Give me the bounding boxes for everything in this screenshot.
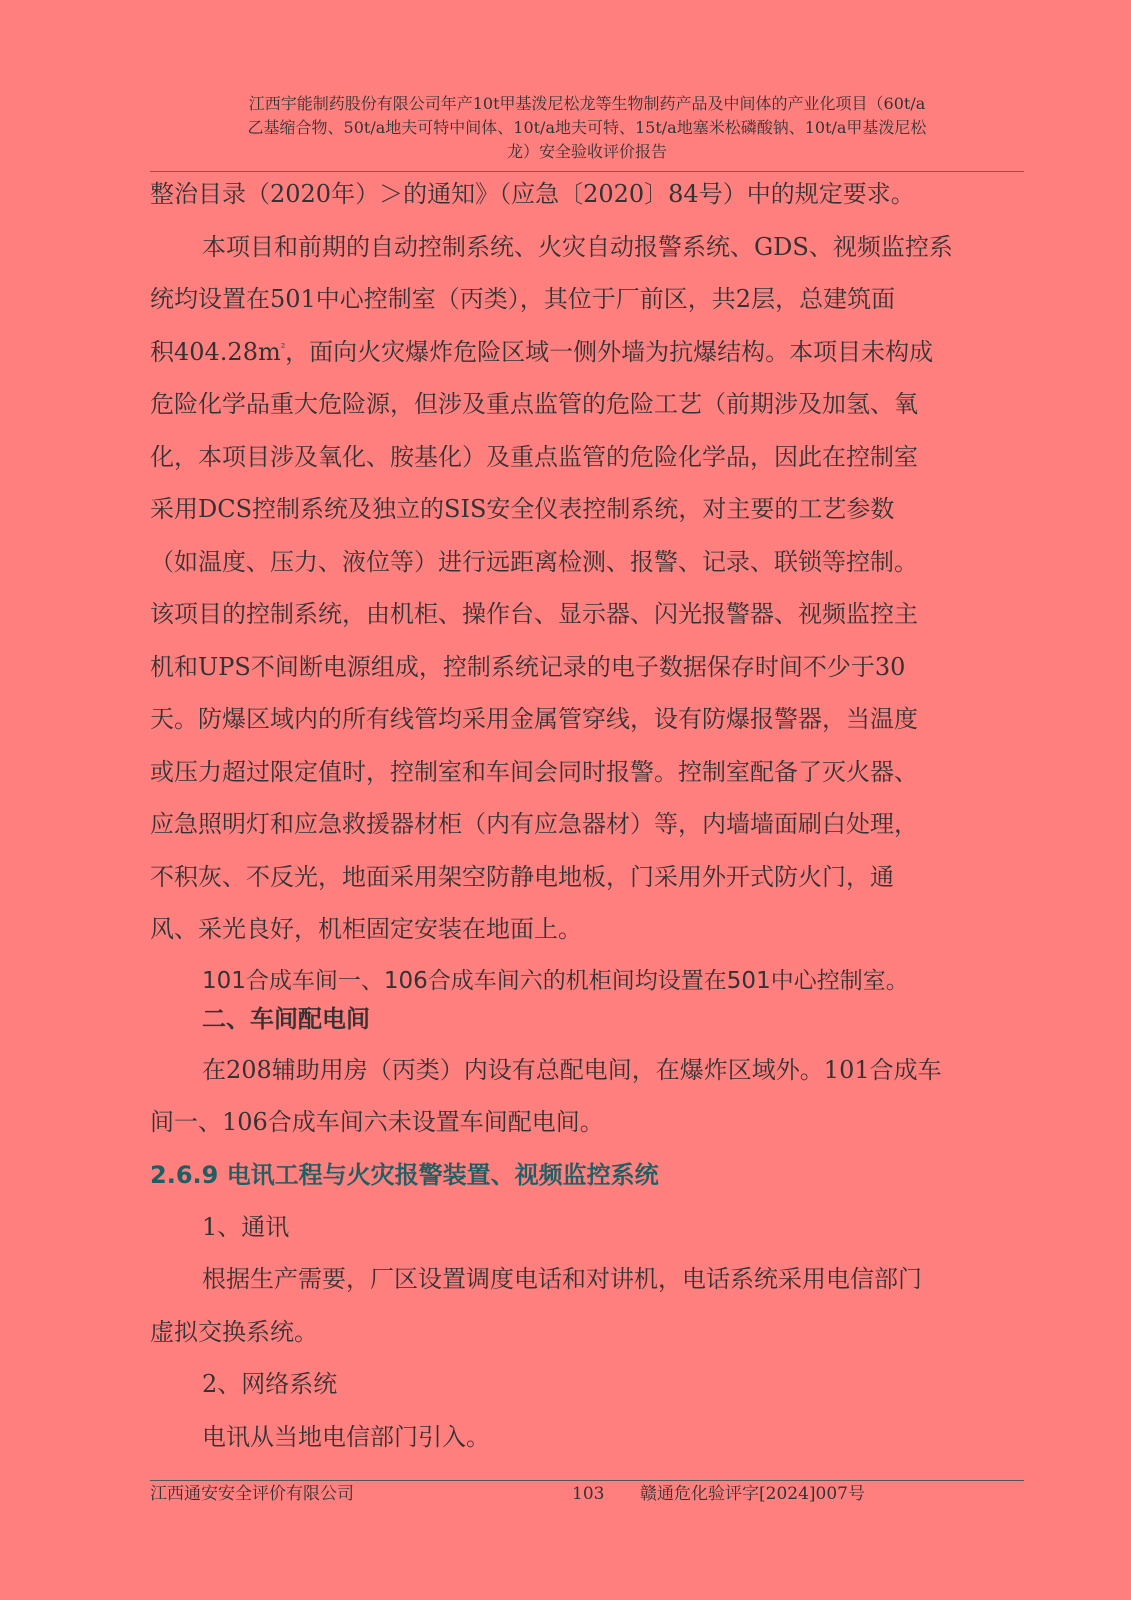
- paragraph-telephone-line-2: 虚拟交换系统。: [150, 1317, 318, 1346]
- footer-page-number: 103: [572, 1484, 605, 1504]
- list-item-communication: 1、通讯: [202, 1212, 290, 1241]
- paragraph-continuation: 整治目录（2020年）＞的通知》（应急〔2020〕84号）中的规定要求。: [150, 180, 915, 208]
- page-header: [150, 92, 1024, 164]
- paragraph-control-room-line-7: （如温度、压力、液位等）进行远距离检测、报警、记录、联锁等控制。: [150, 547, 918, 576]
- footer-company: 江西通安安全评价有限公司: [150, 1484, 354, 1504]
- document-body: [150, 168, 1024, 1463]
- area-text: 积404.28m: [150, 337, 281, 366]
- paragraph-control-room-line-14: 风、采光良好，机柜固定安装在地面上。: [150, 915, 582, 943]
- area-text-rest: ，面向火灾爆炸危险区域一侧外墙为抗爆结构。本项目未构成: [285, 337, 934, 366]
- paragraph-control-room-line-4: 危险化学品重大危险源，但涉及重点监管的危险工艺（前期涉及加氢、氧: [150, 390, 918, 418]
- paragraph-control-room-line-6: 采用DCS控制系统及独立的SIS安全仪表控制系统，对主要的工艺参数: [150, 495, 895, 523]
- paragraph-control-room-line-12: 应急照明灯和应急救援器材柜（内有应急器材）等，内墙墙面刷白处理，: [150, 810, 918, 838]
- area-unit-superscript: ²: [280, 340, 286, 354]
- header-title-line-3: 龙）安全验收评价报告: [506, 142, 667, 161]
- subheading-workshop-distribution-room: 二、车间配电间: [202, 1004, 370, 1033]
- header-title-line-2: 乙基缩合物、50t/a地夫可特中间体、10t/a地夫可特、15t/a地塞米松磷酸钠、10t/a甲基泼尼松: [247, 118, 927, 137]
- paragraph-cabinet-room: 101合成车间一、106合成车间六的机柜间均设置在501中心控制室。: [202, 967, 909, 994]
- paragraph-control-room-line-3: [150, 326, 1024, 379]
- paragraph-control-room-line-13: 不积灰、不反光，地面采用架空防静电地板，门采用外开式防火门，通: [150, 862, 894, 891]
- footer-report-code: 赣通危化验评字[2024]007号: [640, 1484, 865, 1504]
- header-title-line-1: 江西宇能制药股份有限公司年产10t甲基泼尼松龙等生物制药产品及中间体的产业化项目（60t/a: [248, 94, 926, 113]
- paragraph-telecom-source: 电讯从当地电信部门引入。: [202, 1422, 490, 1451]
- list-item-network-system: 2、网络系统: [202, 1370, 338, 1398]
- footer-divider: [150, 1480, 1024, 1481]
- paragraph-control-room-line-1: 本项目和前期的自动控制系统、火灾自动报警系统、GDS、视频监控系: [202, 232, 953, 261]
- paragraph-control-room-line-2: 统均设置在501中心控制室（丙类），其位于厂前区，共2层，总建筑面: [150, 285, 896, 313]
- paragraph-control-room-line-9: 机和UPS不间断电源组成，控制系统记录的电子数据保存时间不少于30: [150, 652, 906, 681]
- paragraph-control-room-line-10: 天。防爆区域内的所有线管均采用金属管穿线，设有防爆报警器，当温度: [150, 705, 918, 733]
- paragraph-distribution-line-2: 间一、106合成车间六未设置车间配电间。: [150, 1108, 604, 1136]
- paragraph-control-room-line-8: 该项目的控制系统，由机柜、操作台、显示器、闪光报警器、视频监控主: [150, 600, 918, 628]
- paragraph-distribution-line-1: 在208辅助用房（丙类）内设有总配电间，在爆炸区域外。101合成车: [202, 1055, 942, 1084]
- paragraph-control-room-line-11: 或压力超过限定值时，控制室和车间会同时报警。控制室配备了灭火器、: [150, 757, 918, 786]
- paragraph-control-room-line-5: 化，本项目涉及氧化、胺基化）及重点监管的危险化学品，因此在控制室: [150, 442, 918, 471]
- paragraph-telephone-line-1: 根据生产需要，厂区设置调度电话和对讲机，电话系统采用电信部门: [202, 1265, 922, 1293]
- section-heading-2-6-9: 2.6.9 电讯工程与火灾报警装置、视频监控系统: [150, 1160, 659, 1189]
